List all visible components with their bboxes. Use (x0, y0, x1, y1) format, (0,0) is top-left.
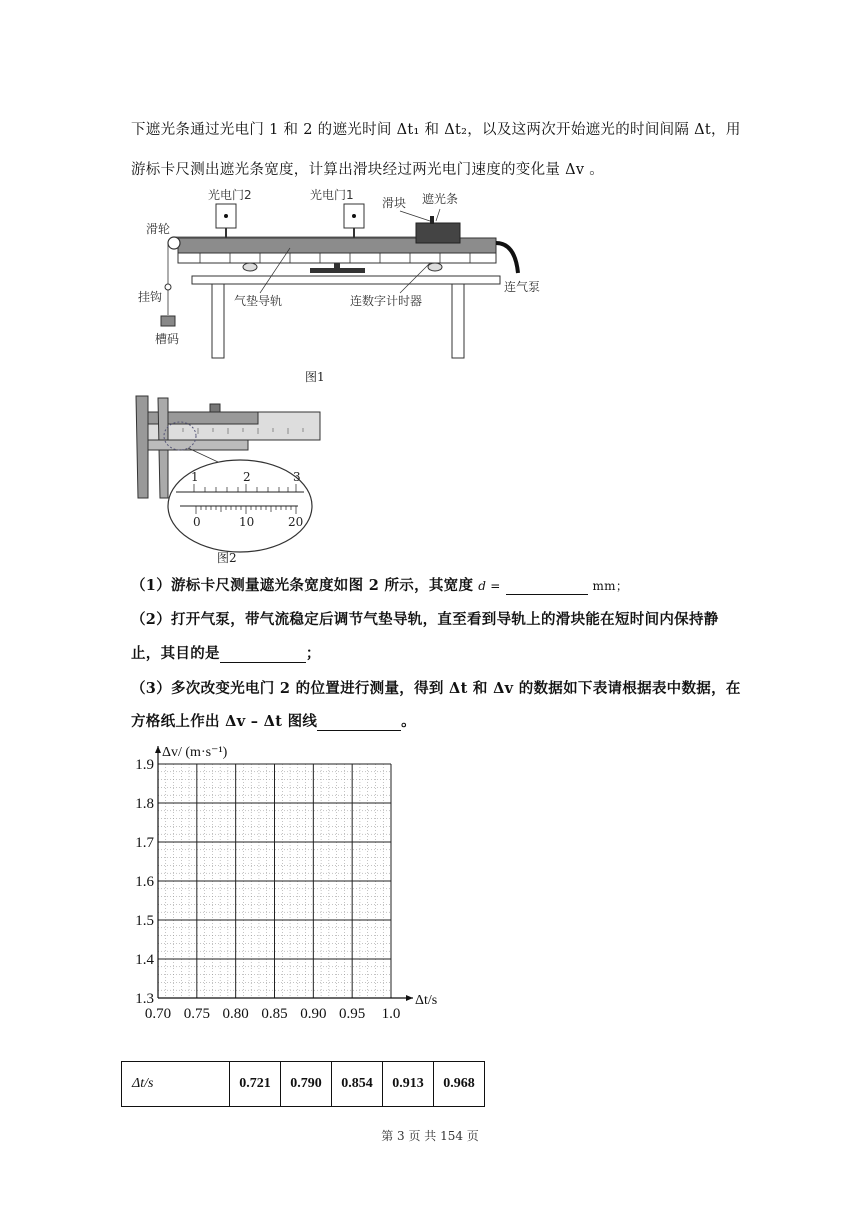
y-tick-label: 1.4 (135, 952, 154, 968)
main-scale-tick-2: 2 (243, 470, 251, 484)
q1-text: （1）游标卡尺测量遮光条宽度如图 2 所示，其宽度 (131, 577, 474, 594)
label-weight: 槽码 (155, 332, 180, 346)
figure-2-caption: 图2 (217, 551, 237, 565)
table-header: Δt/s (132, 1076, 154, 1091)
slider (416, 223, 460, 243)
y-tick-label: 1.8 (135, 796, 154, 812)
x-axis-label: Δt/s (415, 993, 438, 1008)
figure-1-apparatus (130, 183, 550, 385)
table-header-cell (122, 1062, 230, 1107)
main-scale-tick-1: 1 (191, 470, 199, 484)
air-track-base (178, 253, 496, 263)
q3-suffix: 。 (401, 713, 416, 730)
figure-2-caliper (128, 388, 328, 568)
q3-prefix: 方格纸上作出 Δv – Δt 图线 (131, 713, 318, 730)
question-3-line-2 (131, 710, 416, 731)
main-scale-tick-3: 3 (293, 470, 301, 484)
table-cell: 0.721 (230, 1062, 281, 1107)
graph-paper-chart[interactable] (120, 738, 450, 1028)
vernier-tick-20: 20 (288, 515, 304, 529)
table-cell: 0.854 (332, 1062, 383, 1107)
intro-line-1: 下遮光条通过光电门 1 和 2 的遮光时间 Δt₁ 和 Δt₂，以及这两次开始遮光的时间间隔 Δt，用 (131, 122, 741, 138)
x-tick-label: 0.75 (183, 1006, 210, 1022)
question-3-line-1: （3）多次改变光电门 2 的位置进行测量，得到 Δt 和 Δv 的数据如下表请根据表中数据，在 (131, 680, 741, 697)
intro-line-2: 游标卡尺测出遮光条宽度，计算出滑块经过两光电门速度的变化量 Δv 。 (131, 162, 605, 178)
label-timer: 连数字计时器 (350, 294, 423, 308)
q3-answer-blank[interactable] (317, 716, 401, 731)
label-gate2: 光电门2 (208, 188, 252, 202)
question-1 (131, 574, 628, 595)
q2-suffix: ； (305, 645, 321, 662)
page-footer: 第 3 页 共 154 页 (381, 1129, 479, 1143)
y-tick-label: 1.9 (135, 757, 154, 773)
label-slider: 滑块 (382, 196, 407, 210)
weight-block (161, 316, 175, 326)
figure-1-caption: 图1 (305, 370, 325, 384)
y-tick-label: 1.7 (135, 835, 154, 851)
x-tick-label: 0.80 (222, 1006, 249, 1022)
pulley (168, 237, 180, 249)
q2-answer-blank[interactable] (220, 648, 306, 663)
label-pump: 连气泵 (504, 280, 541, 294)
table-cell: 0.790 (281, 1062, 332, 1107)
table-top (192, 276, 500, 284)
q2-prefix: 止，其目的是 (131, 645, 220, 662)
y-tick-label: 1.6 (135, 874, 154, 890)
vernier-tick-0: 0 (193, 515, 201, 529)
label-hook: 挂钩 (138, 290, 163, 304)
x-tick-label: 0.85 (261, 1006, 288, 1022)
question-2-line-2 (131, 642, 321, 663)
vernier-tick-10: 10 (239, 515, 255, 529)
x-tick-label: 0.70 (144, 1006, 172, 1022)
table-cell: 0.913 (383, 1062, 434, 1107)
question-2-line-1: （2）打开气泵，带气流稳定后调节气垫导轨，直至看到导轨上的滑块能在短时间内保持静 (131, 611, 719, 628)
y-axis-label: Δv/ (m·s⁻¹) (162, 745, 228, 760)
table-cell: 0.968 (434, 1062, 485, 1107)
x-tick-label: 0.90 (300, 1006, 327, 1022)
q1-var: d = (478, 579, 501, 593)
y-tick-label: 1.5 (135, 913, 154, 929)
x-tick-label: 0.95 (339, 1006, 366, 1022)
y-tick-label: 1.3 (135, 991, 154, 1007)
label-track: 气垫导轨 (234, 294, 283, 308)
q1-unit: mm； (592, 579, 629, 593)
y-axis-arrow (155, 746, 161, 753)
label-shade: 遮光条 (422, 192, 459, 206)
x-axis-arrow (406, 995, 413, 1001)
label-pulley: 滑轮 (146, 222, 171, 236)
data-table (121, 1061, 485, 1107)
label-gate1: 光电门1 (310, 188, 354, 202)
q1-answer-blank[interactable] (506, 580, 588, 595)
x-tick-label: 1.0 (381, 1006, 401, 1022)
table-row (122, 1062, 485, 1107)
